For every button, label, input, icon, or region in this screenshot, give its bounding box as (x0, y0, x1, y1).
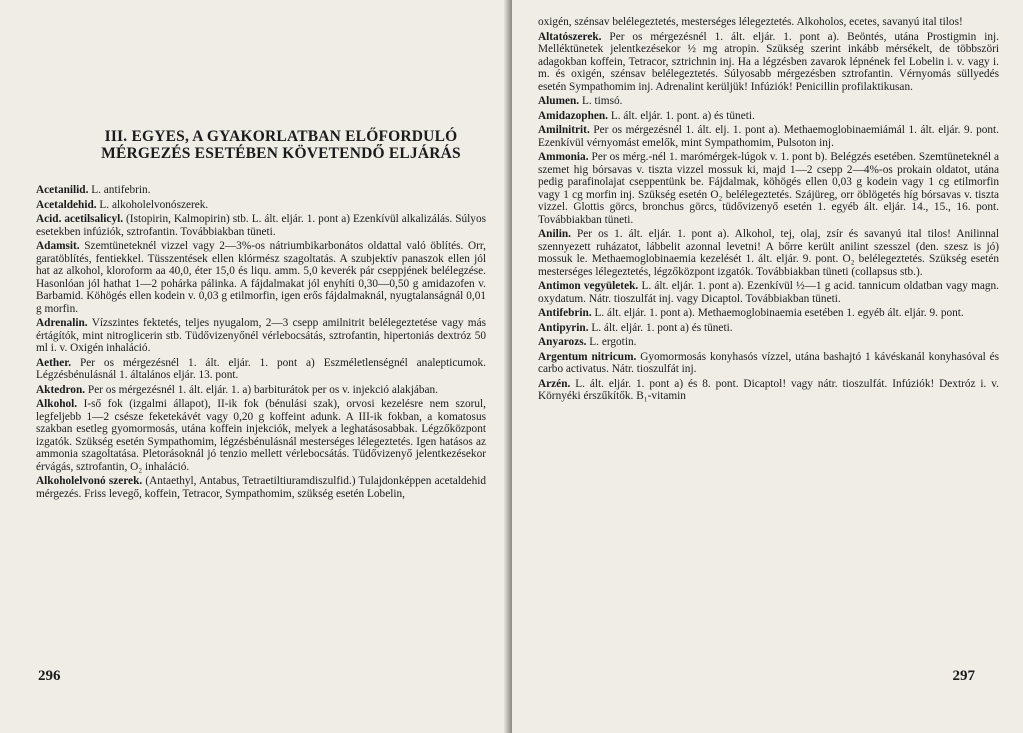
entry (36, 199, 486, 212)
entry-headword: Aether. (36, 356, 72, 369)
entry (36, 357, 486, 382)
entry-headword: Argentum nitricum. (538, 350, 637, 363)
entry (36, 317, 486, 355)
entry (36, 240, 486, 315)
entry-text: L. ált. eljár. 1. pont a) és tüneti. (591, 321, 733, 334)
entry (36, 384, 486, 397)
entry (538, 378, 999, 403)
entry (36, 213, 486, 238)
entry-text: L. timsó. (581, 95, 623, 107)
entry (36, 398, 486, 473)
entry-headword: Anilin. (538, 228, 571, 240)
entry (538, 280, 999, 305)
entry-headword: Aktedron. (36, 383, 86, 396)
entry-text: (Antaethyl, Antabus, Tetraetiltiuramdiszulfid.) Tulajdonképpen acetaldehid mérgezés. Friss levegő, koffein, Tetracor, Sympathomim, szükség esetén Lobelin, (36, 475, 487, 500)
entry-headword: Ammonia. (538, 151, 589, 163)
entry-text: L. ált. eljár. 1. pont a). Ezenkívül ½—1 g acid. tannicum oldatban vagy magn. oxydatum. Nátr. tioszulfát inj. vagy Dicaptol. Továbbiakban tüneti. (538, 280, 999, 305)
right-page (512, 0, 1023, 733)
entry-text: oxigén, szénsav belélegeztetés, mesterséges lélegeztetés. Alkoholos, ecetes, savanyú ital tilos! (538, 16, 963, 28)
page-number: 296 (38, 668, 61, 684)
entry-headword: Arzén. (538, 377, 571, 390)
entry-text: (Istopirin, Kalmopirin) stb. L. ált. eljár. 1. pont a) Ezenkívül alkalizálás. Súlyos esetekben infúziók, sztrofantin. Továbbiakban tüneti. (36, 213, 486, 238)
entry-text: L. ált. eljár. 1. pont. a) és tüneti. (610, 109, 755, 122)
entry-headword: Amidazophen. (538, 109, 608, 122)
entry-text: L. ergotin. (589, 336, 637, 348)
entry (538, 151, 999, 226)
entry-headword: Alkohol. (36, 398, 78, 410)
entry-text: Per os mérg.-nél 1. marómérgek-lúgok v. 1. pont b). Belégzés esetében. Szemtüneteknél a szemet hig bórsavas v. tiszta vizzel mossuk ki, majd 1—2 csepp 2—4%-os prokain oldatot, utána pedig parafinolajat cseppentünk be. Fájdalmak, köhögés ellen 0,03 g kodein vagy 1 cg etilmorfin vagy 1 cg morfin inj. Szükség esetén O₂ belélegeztetés. Szájüreg, orr öblögetés híg bórsavas v. tiszta vizzel. Glottis görcs, bronchus görcs, tüdővizenyő esetén 1. egyéb ált. eljár. 14., 15., 16. pont. Továbbiakban tüneti. (538, 151, 999, 226)
left-page (0, 0, 508, 733)
entry-headword: Acetanilid. (36, 184, 89, 196)
page-number: 297 (952, 668, 975, 684)
entry-text: L. alkoholelvonószerek. (99, 198, 209, 211)
entry (538, 124, 999, 149)
entry (538, 336, 999, 349)
entry-text: Per os mérgezésnél 1. ált. eljár. 1. pont a). Beöntés, utána Prostigmin inj. Melléktünetek jelentkezésekor ½ mg atropin. Szükség szerint inkább mérsékelt, de többszöri adagokban koffein, Tetracor, sztrichnin inj. Ha a légzésben zavarok lépnének fel Lobelin i. v. vagy i. m. és oxigén, szénsav belélegeztetés. Súlyosabb mérgezésben sztrofantin. Vérnyomás süllyedés esetén Sympathomim inj. Adrenalint kerüljük! Infúziók! Penicillin profilaktikusan. (538, 30, 999, 93)
entry-headword: Acetaldehid. (36, 198, 97, 211)
entry-text: Per os 1. ált. eljár. 1. pont a). Alkohol, tej, olaj, zsír és savanyú ital tilos! Anilinnal szennyezett ruházatot, lábbelit azonnal levetni! A bőrre került anilint szesszel (den. szesz is jó) mossuk le. Methaemoglobinaemia kezelését 1. ált. eljár. 9. pont. O₂ belélegeztetés. Szükség esetén mesterséges lélegeztetés, légzőközpont izgatók. Továbbiakban tüneti (collapsus stb.). (538, 228, 1000, 278)
entry-text: L. ált. eljár. 1. pont a). Methaemoglobinaemia esetében 1. egyéb ált. eljár. 9. pont. (594, 307, 964, 319)
entry (538, 95, 999, 108)
entry-headword: Alkoholelvonó szerek. (36, 475, 143, 487)
entry (538, 351, 999, 376)
entry-headword: Altatószerek. (538, 30, 602, 43)
entry-text: L. ált. eljár. 1. pont a) és 8. pont. Dicaptol! vagy nátr. tioszulfát. Infúziók! Dextróz i. v. Környéki érszűkítők. B₁-vitamin (538, 377, 999, 402)
entry-text: Gyomormosás konyhasós vízzel, utána bashajtó 1 kávéskanál konyhasóval és carbo activatus. Nátr. tioszulfát inj. (538, 350, 999, 375)
entry-text: Per os mérgezésnél 1. ált. eljár. 1. pont a) Eszméletlenségnél analepticumok. Légzésbénulásnál 1. általános eljár. 13. pont. (36, 356, 486, 381)
entry (538, 228, 999, 278)
entry-headword: Adamsit. (36, 240, 80, 252)
chapter-heading: III. EGYES, A GYAKORLATBAN ELŐFORDULÓ MÉRGEZÉS ESETÉBEN KÖVETENDŐ ELJÁRÁS (101, 128, 461, 162)
entry-headword: Anyarozs. (538, 336, 587, 348)
entry (36, 184, 486, 197)
entry-text: Szemtüneteknél vizzel vagy 2—3%-os nátriumbikarbonátos oldattal való öblítés. Orr, garatöblítés, fentiekkel. Tüsszentések ellen klórmész szagoltatás. A szubjektív panaszok ellen jól hat az alkohol, kloroform aa 40,0, éter 15,0 és liqu. amm. 5,0 keverék pár cseppjének belélegzése. Hasonlóan jól hathat 1—2 pohárka pálinka. A fájdalmakat jól enyhíti 0,30—0,50 g amidazofen v. Barbamid. Köhögés ellen kodein v. 0,03 g etilmorfin, igen erős fájdalmaknál, nyugtalanságnál 0,01 g morfin. (36, 240, 487, 315)
entry-text: Per os mérgezésnél 1. ált. eljár. 1. a) barbiturátok per os v. injekció alakjában. (87, 383, 438, 396)
entry-headword: Acid. acetilsalicyl. (36, 213, 124, 225)
entry-text: Per os mérgezésnél 1. ált. elj. 1. pont a). Methaemoglobinaemiámál 1. ált. eljár. 9. pont. Ezenkívül vérnyomást emelők, mint Sympathomim, Pulsoton inj. (538, 124, 1000, 149)
entry (36, 475, 486, 500)
entry (538, 322, 999, 335)
entry-text: L. antifebrin. (91, 184, 151, 196)
entry-headword: Amilnitrit. (538, 124, 590, 136)
entry-headword: Adrenalin. (36, 317, 88, 329)
entry-headword: Antipyrin. (538, 321, 589, 334)
entry-headword: Antimon vegyületek. (538, 280, 639, 292)
entry-text: I-ső fok (izgalmi állapot), II-ik fok (bénulási szak), orvosi kezelésre nem szorul, legfeljebb 1—2 csésze feketekávét vagy 0,20 g koffeint adunk. A III-ik fokban, a komatosus szakban esetleg gyomormosás, utána koffein injekciók, melyek a leghatásosabbak. Légzőközpont izgatók. Szükség esetén Sympathomim, légzésbénulásnál mesterséges lélegeztetés. Igen hatásos az ammonia szagoltatása. Pletorásoknál jó tenzio mellett vérlebocsátás. Tüdővizenyő jelentkezésekor érvágás, sztrofantin, O₂ inhaláció. (36, 398, 486, 473)
entry (538, 110, 999, 123)
entry (538, 307, 999, 320)
entry-headword: Antifebrin. (538, 307, 592, 319)
entry (538, 16, 999, 29)
entry-headword: Alumen. (538, 95, 580, 107)
entry (538, 31, 999, 94)
entry-text: Vízszintes fektetés, teljes nyugalom, 2—3 csepp amilnitrit belélegeztetése vagy más értágítók, mint nitroglicerin stb. Tüdővizenyőnél vérlebocsátás, sztrofantin, hipertoniás dextróz 50 ml i. v. Oxigén inhaláció. (36, 317, 486, 354)
